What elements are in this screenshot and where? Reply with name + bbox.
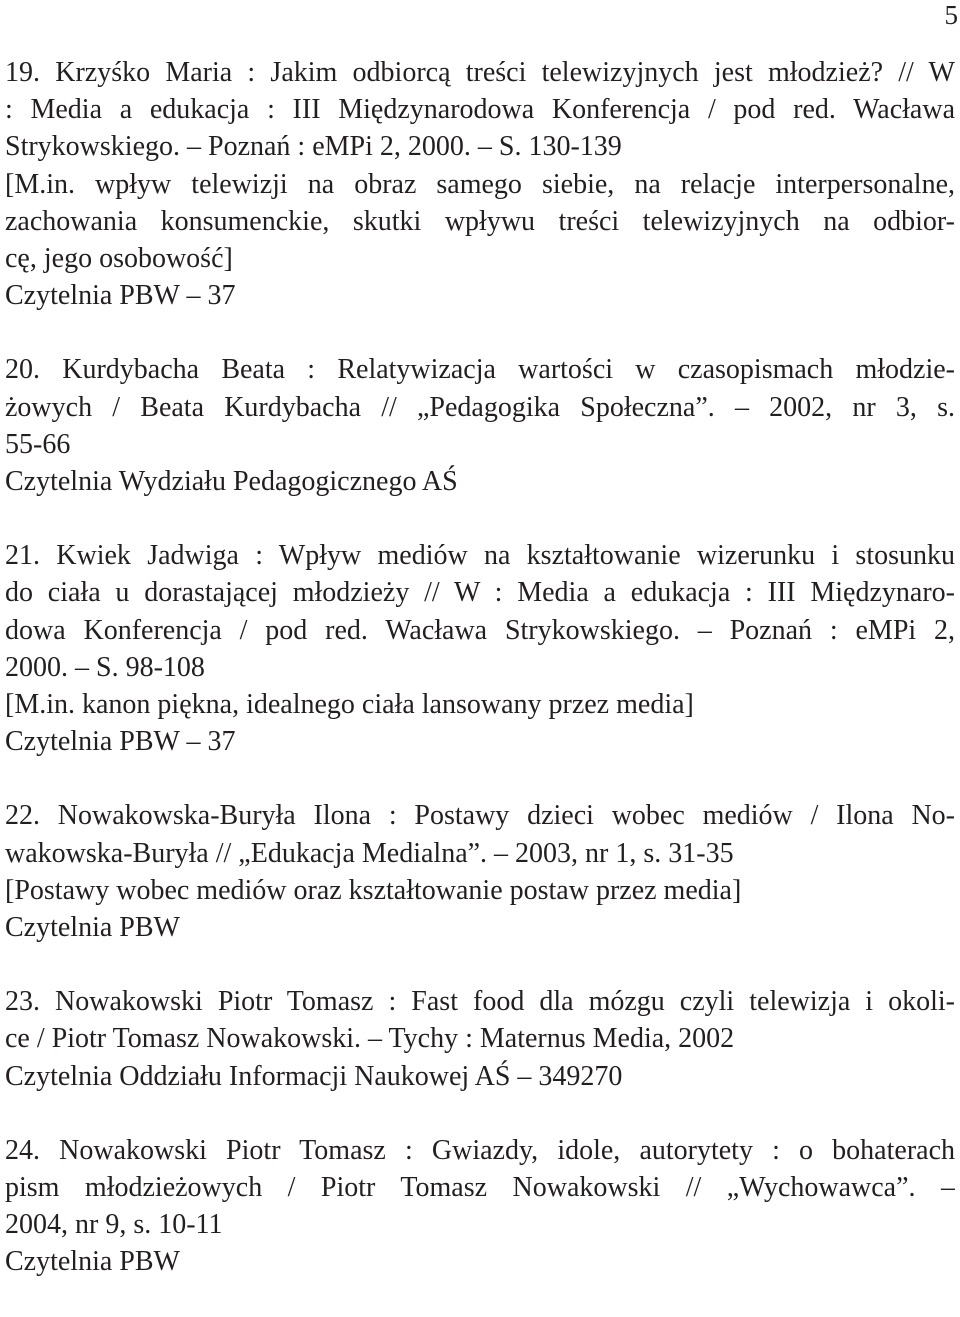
entry-line: 22. Nowakowska-Buryła Ilona : Postawy dzieci wobec mediów / Ilona No- — [5, 800, 955, 832]
bibliography-entry-20 — [5, 351, 955, 500]
entry-line: 21. Kwiek Jadwiga : Wpływ mediów na kształtowanie wizerunku i stosunku — [5, 540, 955, 572]
entry-line: żowych / Beata Kurdybacha // „Pedagogika Społeczna”. – 2002, nr 3, s. — [5, 391, 955, 423]
bibliography-entry-21 — [5, 537, 955, 760]
entry-line: 19. Krzyśko Maria : Jakim odbiorcą treści telewizyjnych jest młodzież? // W — [5, 57, 955, 88]
entry-line: Strykowskiego. – Poznań : eMPi 2, 2000. – S. 130-139 — [5, 131, 622, 163]
bibliography-list — [5, 54, 955, 1317]
entry-line: 24. Nowakowski Piotr Tomasz : Gwiazdy, idole, autorytety : o bohaterach — [5, 1134, 955, 1166]
entry-line: : Media a edukacja : III Międzynarodowa Konferencja / pod red. Wacława — [5, 94, 955, 126]
bibliography-entry-24 — [5, 1132, 955, 1281]
entry-line: [Postawy wobec mediów oraz kształtowanie postaw przez media] — [5, 874, 742, 906]
page-number: 5 — [944, 0, 958, 30]
entry-line: zachowania konsumenckie, skutki wpływu treści telewizyjnych na odbior- — [5, 205, 955, 237]
entry-line: cę, jego osobowość] — [5, 242, 233, 274]
entry-line: do ciała u dorastającej młodzieży // W : Media a edukacja : III Międzynaro- — [5, 577, 955, 609]
entry-line: pism młodzieżowych / Piotr Tomasz Nowakowski // „Wychowawca”. – — [5, 1171, 955, 1203]
entry-location: Czytelnia PBW – 37 — [5, 280, 236, 312]
entry-line: 2000. – S. 98-108 — [5, 651, 205, 683]
entry-location: Czytelnia Wydziału Pedagogicznego AŚ — [5, 465, 458, 497]
entry-line: [M.in. kanon piękna, idealnego ciała lansowany przez media] — [5, 688, 694, 720]
bibliography-entry-23 — [5, 983, 955, 1095]
entry-line: 20. Kurdybacha Beata : Relatywizacja wartości w czasopismach młodzie- — [5, 354, 955, 386]
entry-location: Czytelnia Oddziału Informacji Naukowej AŚ – 349270 — [5, 1060, 623, 1092]
bibliography-entry-19 — [5, 54, 955, 314]
entry-location: Czytelnia PBW — [5, 1246, 180, 1278]
entry-line: dowa Konferencja / pod red. Wacława Strykowskiego. – Poznań : eMPi 2, — [5, 614, 955, 646]
entry-line: ce / Piotr Tomasz Nowakowski. – Tychy : Maternus Media, 2002 — [5, 1023, 735, 1055]
entry-line: wakowska-Buryła // „Edukacja Medialna”. – 2003, nr 1, s. 31-35 — [5, 837, 734, 869]
bibliography-entry-22 — [5, 797, 955, 946]
entry-line: 2004, nr 9, s. 10-11 — [5, 1209, 223, 1241]
entry-line: 23. Nowakowski Piotr Tomasz : Fast food dla mózgu czyli telewizja i okoli- — [5, 986, 955, 1018]
entry-location: Czytelnia PBW — [5, 911, 180, 943]
entry-location: Czytelnia PBW – 37 — [5, 726, 236, 758]
entry-line: 55-66 — [5, 428, 71, 460]
entry-line: [M.in. wpływ telewizji na obraz samego siebie, na relacje interpersonalne, — [5, 168, 955, 200]
